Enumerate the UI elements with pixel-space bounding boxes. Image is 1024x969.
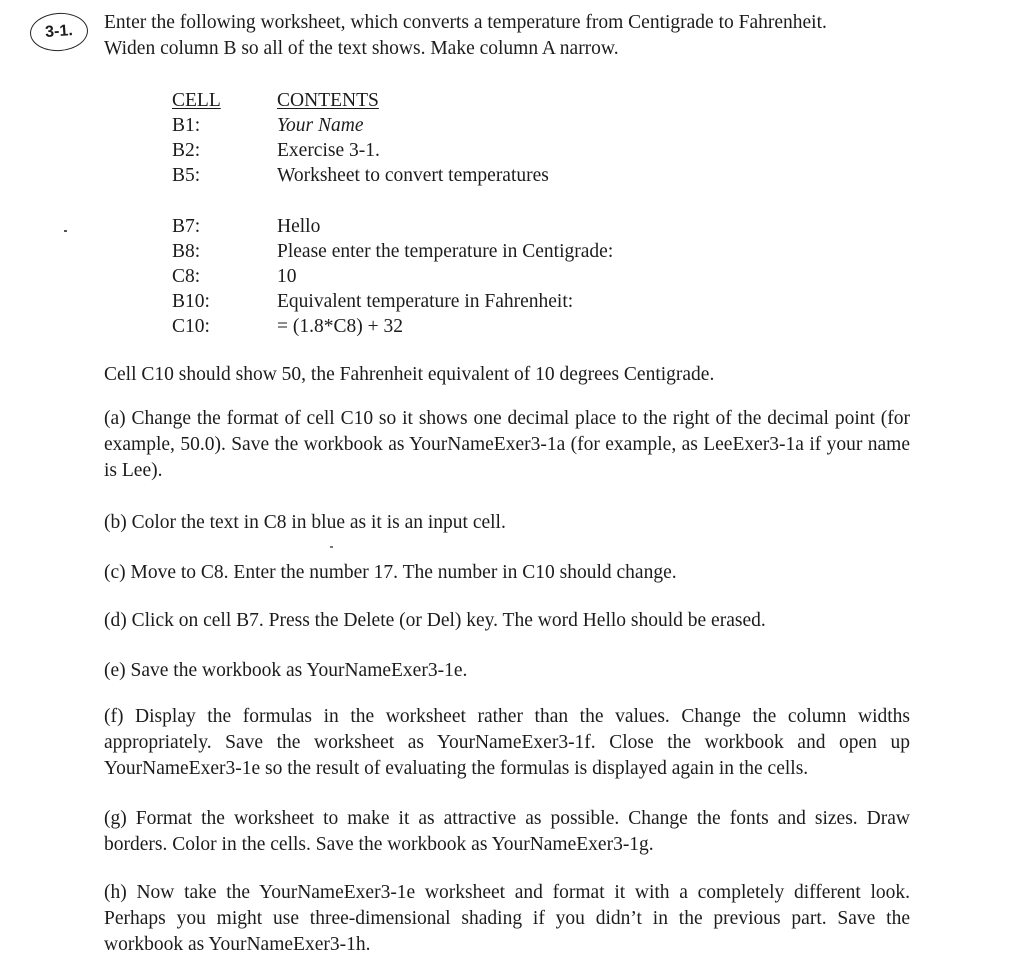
header-cell: CELL xyxy=(172,90,221,111)
header-contents: CONTENTS xyxy=(277,90,379,111)
part-h-paragraph: (h) Now take the YourNameExer3-1e worksheet and format it with a completely different look. Perhaps you might use three-dimensional shading if you didn’t in the previous part. Save the workbook as YourNameExer3-1h. xyxy=(104,882,910,955)
cell-contents: Equivalent temperature in Fahrenheit: xyxy=(277,291,574,312)
stray-mark xyxy=(330,546,333,548)
intro-line-1: Enter the following worksheet, which converts a temperature from Centigrade to Fahrenheit. xyxy=(104,12,827,33)
cell-ref: B1: xyxy=(172,115,201,136)
table-row xyxy=(172,214,613,239)
part-a-paragraph: (a) Change the format of cell C10 so it shows one decimal place to the right of the decimal point (for example, 50.0). Save the workbook as YourNameExer3-1a (for example, as LeeExer3-1a if your name is Lee). xyxy=(104,408,910,481)
table-header-row xyxy=(172,88,613,113)
cell-ref: B2: xyxy=(172,140,201,161)
table-row xyxy=(172,163,613,188)
cell-ref: C8: xyxy=(172,266,201,287)
part-c-paragraph: (c) Move to C8. Enter the number 17. The number in C10 should change. xyxy=(104,562,677,583)
cell-ref: B5: xyxy=(172,165,201,186)
cell-ref: B7: xyxy=(172,216,201,237)
cell-contents: = (1.8*C8) + 32 xyxy=(277,316,403,337)
part-d-paragraph: (d) Click on cell B7. Press the Delete (or Del) key. The word Hello should be erased. xyxy=(104,610,766,631)
table-row xyxy=(172,239,613,264)
table-row xyxy=(172,289,613,314)
table-row xyxy=(172,264,613,289)
table-row xyxy=(172,138,613,163)
exercise-number: 3-1. xyxy=(44,22,74,41)
intro-line-2: Widen column B so all of the text shows. Make column A narrow. xyxy=(104,38,619,59)
stray-mark xyxy=(64,230,67,232)
cell-ref: B10: xyxy=(172,291,210,312)
cell-contents: Worksheet to convert temperatures xyxy=(277,165,549,186)
cell-contents: Please enter the temperature in Centigrade: xyxy=(277,241,614,262)
part-f-paragraph: (f) Display the formulas in the worksheet rather than the values. Change the column widths appropriately. Save the worksheet as YourNameExer3-1f. Close the workbook and open up YourNameExer3-1e so the result of evaluating the formulas is displayed again in the cells. xyxy=(104,706,910,779)
cell-contents: Hello xyxy=(277,216,321,237)
cell-ref: B8: xyxy=(172,241,201,262)
part-e-paragraph: (e) Save the workbook as YourNameExer3-1e. xyxy=(104,660,468,681)
exercise-number-badge xyxy=(29,11,90,53)
summary-paragraph: Cell C10 should show 50, the Fahrenheit equivalent of 10 degrees Centigrade. xyxy=(104,364,715,385)
table-spacer xyxy=(172,188,613,214)
table-row xyxy=(172,113,613,138)
cell-contents: Exercise 3-1. xyxy=(277,140,380,161)
cell-ref: C10: xyxy=(172,316,210,337)
cell-contents: 10 xyxy=(277,266,297,287)
part-g-paragraph: (g) Format the worksheet to make it as attractive as possible. Change the fonts and sizes. Draw borders. Color in the cells. Save the workbook as YourNameExer3-1g. xyxy=(104,808,910,855)
exercise-intro xyxy=(104,10,924,62)
cell-contents: Your Name xyxy=(277,115,364,136)
part-b-paragraph: (b) Color the text in C8 in blue as it is an input cell. xyxy=(104,512,506,533)
cell-contents-table xyxy=(172,88,613,339)
table-row xyxy=(172,314,613,339)
